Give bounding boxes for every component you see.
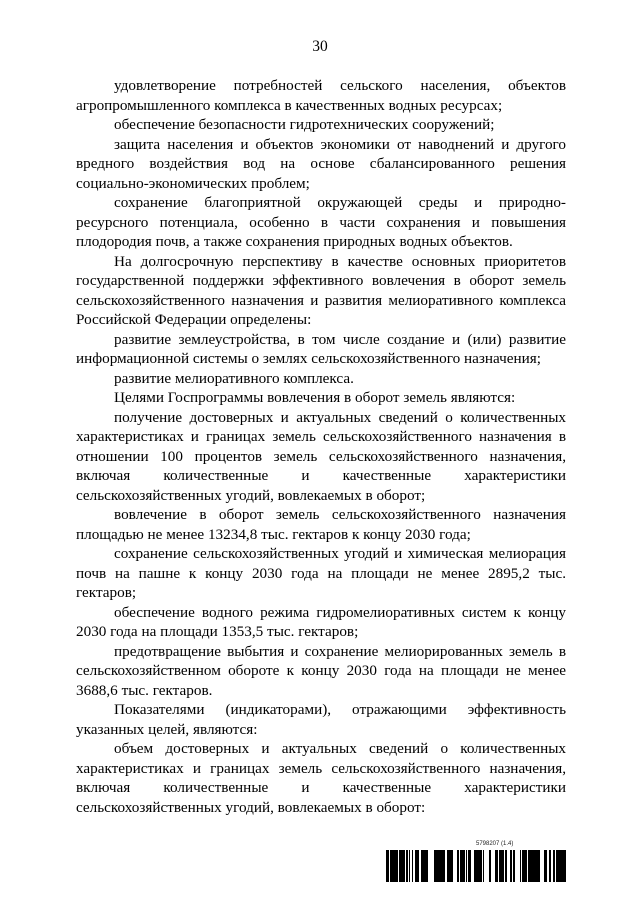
barcode-bar bbox=[463, 850, 464, 882]
barcode-bar bbox=[401, 850, 403, 882]
barcode-bar bbox=[417, 850, 418, 882]
barcode-bar bbox=[460, 850, 462, 882]
paragraph: объем достоверных и актуальных сведений о количественных характеристиках и границах земель сельскохозяйственного назначения, включая количественные и качественные характеристики сельскохозяйственных угодий, вовлекаемых в оборот: bbox=[76, 740, 566, 816]
barcode-bar bbox=[537, 850, 538, 882]
paragraph: получение достоверных и актуальных сведений о количественных характеристиках и границах земель сельскохозяйственного назначения в отношении 100 процентов земель сельскохозяйственного назначения, включая количественные и качественные характеристики сельскохозяйственных угодий, вовлекаемых в оборот; bbox=[76, 408, 566, 504]
barcode-bar bbox=[513, 850, 514, 882]
barcode-bar bbox=[441, 850, 443, 882]
barcode-bar bbox=[522, 850, 524, 882]
barcode-bar bbox=[550, 850, 551, 882]
barcode-bar bbox=[425, 850, 426, 882]
barcode-bar bbox=[464, 850, 465, 882]
barcode-bar bbox=[489, 850, 491, 882]
paragraph: развитие мелиоративного комплекса. bbox=[114, 369, 354, 387]
barcode-bar bbox=[422, 850, 423, 882]
barcode-bar bbox=[390, 850, 392, 882]
barcode-bar bbox=[495, 850, 498, 882]
barcode-bar bbox=[387, 850, 388, 882]
barcode-bar bbox=[407, 850, 408, 882]
barcode-bar bbox=[443, 850, 445, 882]
paragraph: обеспечение безопасности гидротехнических сооружений; bbox=[114, 116, 495, 133]
body-text bbox=[76, 76, 566, 817]
barcode-bar bbox=[474, 850, 476, 882]
barcode-bar bbox=[561, 850, 564, 882]
barcode-bar bbox=[406, 850, 407, 882]
barcode-bar bbox=[426, 850, 428, 882]
paragraph: вовлечение в оборот земель сельскохозяйственного назначения площадью не менее 13234,8 тыс. гектаров к концу 2030 года; bbox=[76, 506, 566, 543]
barcode-bar bbox=[511, 850, 512, 882]
barcode-bar bbox=[556, 850, 558, 882]
barcode-bar bbox=[452, 850, 453, 882]
barcode-bar bbox=[388, 850, 389, 882]
barcode-bar bbox=[449, 850, 452, 882]
barcode-bar bbox=[510, 850, 511, 882]
barcode-bar bbox=[409, 850, 410, 882]
barcode-bar bbox=[481, 850, 482, 882]
paragraph: сохранение благоприятной окружающей среды и природно-ресурсного потенциала, особенно в части сохранения и повышения плодородия почв, а также сохранения природных водных объектов. bbox=[76, 194, 566, 250]
barcode-bar bbox=[476, 850, 477, 882]
paragraph: сохранение сельскохозяйственных угодий и химическая мелиорация почв на пашне к концу 2030 года на площади не менее 2895,2 тыс. гектаров; bbox=[76, 545, 566, 601]
barcode-bar bbox=[394, 850, 395, 882]
barcode-bar bbox=[524, 850, 525, 882]
barcode-bar bbox=[505, 850, 507, 882]
barcode-bar bbox=[423, 850, 425, 882]
barcode-bar bbox=[565, 850, 566, 882]
page-number: 30 bbox=[312, 38, 328, 55]
barcode-bar bbox=[483, 850, 484, 882]
barcode-bar bbox=[403, 850, 405, 882]
paragraph: Целями Госпрограммы вовлечения в оборот земель являются: bbox=[114, 389, 516, 406]
barcode-bar bbox=[447, 850, 449, 882]
barcode-bar bbox=[526, 850, 527, 882]
barcode-bar bbox=[438, 850, 441, 882]
barcode-bar bbox=[469, 850, 470, 882]
barcode-bar bbox=[558, 850, 559, 882]
paragraph: развитие землеустройства, в том числе создание и (или) развитие информационной системы о землях сельскохозяйственного назначения; bbox=[76, 330, 566, 367]
paragraph: обеспечение водного режима гидромелиоративных систем к концу 2030 года на площади 1353,5 тыс. гектаров; bbox=[76, 603, 566, 640]
barcode-bar bbox=[477, 850, 479, 882]
barcode-bar bbox=[395, 850, 397, 882]
barcode-bar bbox=[386, 850, 387, 882]
barcode-bar bbox=[392, 850, 394, 882]
barcode-bar bbox=[397, 850, 398, 882]
barcode-bar bbox=[529, 850, 531, 882]
barcode-bar bbox=[399, 850, 401, 882]
document-code: 5798207 (1.4) bbox=[476, 841, 514, 847]
paragraph: Показателями (индикаторами), отражающими эффективность указанных целей, являются: bbox=[76, 701, 566, 738]
barcode-bar bbox=[520, 850, 521, 882]
barcode-bar bbox=[564, 850, 565, 882]
barcode-bar bbox=[415, 850, 417, 882]
barcode-bar bbox=[514, 850, 515, 882]
barcode-bar bbox=[499, 850, 501, 882]
barcode-bar bbox=[458, 850, 459, 882]
barcode-bar bbox=[536, 850, 537, 882]
barcode-bar bbox=[437, 850, 438, 882]
barcode-bar bbox=[457, 850, 458, 882]
paragraph: защита населения и объектов экономики от наводнений и другого вредного воздействия вод на основе сбалансированного решения социально-экономических проблем; bbox=[76, 135, 566, 192]
barcode-bar bbox=[436, 850, 437, 882]
barcode-bar bbox=[466, 850, 467, 882]
barcode-bar bbox=[479, 850, 480, 882]
barcode-bar bbox=[412, 850, 413, 882]
barcode-bar bbox=[462, 850, 463, 882]
barcode-bar bbox=[533, 850, 536, 882]
barcode-bar bbox=[480, 850, 481, 882]
barcode-bar bbox=[532, 850, 533, 882]
paragraph: удовлетворение потребностей сельского населения, объектов агропромышленного комплекса в качественных водных ресурсах; bbox=[76, 77, 566, 114]
barcode-bar bbox=[544, 850, 546, 882]
barcode-bar bbox=[538, 850, 540, 882]
barcode-bar bbox=[525, 850, 526, 882]
paragraph: На долгосрочную перспективу в качестве основных приоритетов государственной поддержки эффективного вовлечения в оборот земель сельскохозяйственного назначения и развития мелиоративного комплекса Российской Федерации определены: bbox=[76, 252, 566, 328]
barcode-bar bbox=[470, 850, 471, 882]
paragraph: предотвращение выбытия и сохранение мелиорированных земель в сельскохозяйственном обороте к концу 2030 года на площади не менее 3688,6 тыс. гектаров. bbox=[76, 642, 566, 699]
barcode-bar bbox=[418, 850, 419, 882]
barcode-bar bbox=[531, 850, 532, 882]
barcode-bar bbox=[549, 850, 550, 882]
barcode-bar bbox=[434, 850, 436, 882]
barcode-icon bbox=[386, 850, 566, 882]
barcode-bar bbox=[553, 850, 555, 882]
barcode-bar bbox=[501, 850, 504, 882]
barcode-bar bbox=[559, 850, 561, 882]
barcode-bar bbox=[528, 850, 529, 882]
barcode-bar bbox=[421, 850, 422, 882]
barcode-bar bbox=[546, 850, 547, 882]
barcode-bar bbox=[468, 850, 469, 882]
